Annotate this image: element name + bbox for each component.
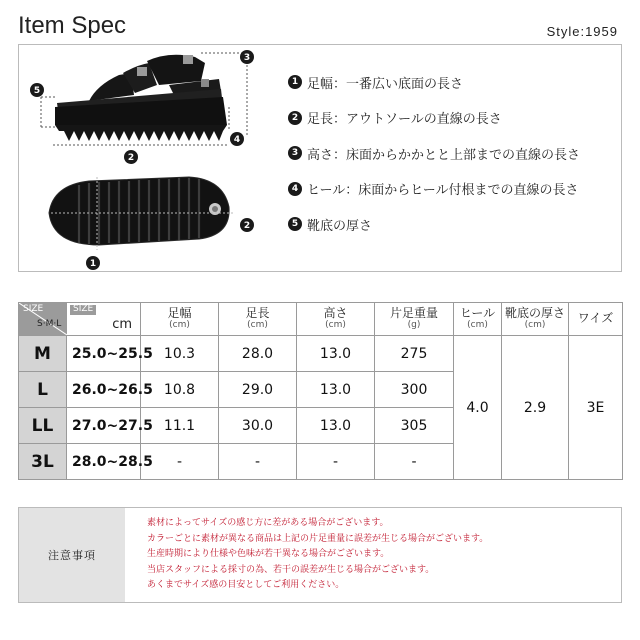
sandal-side-view xyxy=(41,53,247,145)
height-cell: 13.0 xyxy=(297,372,375,408)
notice-panel xyxy=(18,507,622,603)
header-foot-width: 足幅 (cm) xyxy=(141,303,219,336)
page-title: Item Spec xyxy=(18,12,127,39)
sole-thickness-cell: 2.9 xyxy=(502,336,569,480)
range-cell: 27.0~27.5 xyxy=(67,408,141,444)
notice-line: あくまでサイズ感の目安としてご利用ください。 xyxy=(147,580,345,590)
range-cell: 25.0~25.5 xyxy=(67,336,141,372)
corner-size-label: SIZE xyxy=(23,304,44,314)
legend-item xyxy=(288,145,580,161)
style-code: Style:1959 xyxy=(546,24,618,39)
legend-item xyxy=(288,216,580,232)
notice-line: 素材によってサイズの感じ方に差がある場合がございます。 xyxy=(147,518,389,528)
number-badge: 5 xyxy=(288,217,302,231)
marker-5: 5 xyxy=(33,86,41,96)
legend-item xyxy=(288,181,580,197)
legend-text: ヒール：床面からヒール付根までの直線の長さ xyxy=(307,183,579,198)
length-cell: 30.0 xyxy=(219,408,297,444)
width-cell: 11.1 xyxy=(141,408,219,444)
range-header-cell xyxy=(67,303,141,336)
legend-text: 靴底の厚さ xyxy=(307,218,373,234)
number-badge: 1 xyxy=(288,75,302,89)
length-cell: 29.0 xyxy=(219,372,297,408)
marker-1: 1 xyxy=(89,259,97,269)
notice-line: 当店スタッフによる採寸の為、若干の誤差が生じる場合がございます。 xyxy=(147,564,435,575)
width-cell: 10.8 xyxy=(141,372,219,408)
marker-2-sole: 2 xyxy=(243,221,251,231)
weight-cell: 305 xyxy=(375,408,454,444)
height-cell: - xyxy=(297,444,375,480)
length-cell: - xyxy=(219,444,297,480)
height-cell: 13.0 xyxy=(297,408,375,444)
number-badge: 4 xyxy=(288,182,302,196)
weight-cell: 275 xyxy=(375,336,454,372)
number-badge: 2 xyxy=(288,111,302,125)
range-size-label: SIZE xyxy=(70,305,96,315)
marker-3: 3 xyxy=(243,53,251,63)
marker-4: 4 xyxy=(233,135,241,145)
notice-line: カラーごとに素材が異なる商品は上記の片足重量に誤差が生じる場合がございます。 xyxy=(147,533,489,544)
corner-cell xyxy=(19,303,67,336)
header-height: 高さ (cm) xyxy=(297,303,375,336)
range-cell: 26.0~26.5 xyxy=(67,372,141,408)
legend-text: 足長：アウトソールの直線の長さ xyxy=(307,112,502,127)
number-badge: 3 xyxy=(288,146,302,160)
length-cell: 28.0 xyxy=(219,336,297,372)
header-heel: ヒール (cm) xyxy=(454,303,502,336)
sandal-sole-view xyxy=(49,177,235,250)
legend-item xyxy=(288,110,580,126)
header-sole-thickness: 靴底の厚さ (cm) xyxy=(502,303,569,336)
notice-label: 注意事項 xyxy=(19,508,125,602)
weight-cell: 300 xyxy=(375,372,454,408)
header-foot-length: 足長 (cm) xyxy=(219,303,297,336)
notice-line: 生産時期により仕様や色味が若干異なる場合がございます。 xyxy=(147,549,390,559)
table-row xyxy=(19,336,623,372)
width-cell: 10.3 xyxy=(141,336,219,372)
legend-item xyxy=(288,74,580,90)
marker-2-side: 2 xyxy=(127,153,135,163)
legend-text: 高さ：床面からかかとと上部までの直線の長さ xyxy=(307,147,581,163)
width-cell: - xyxy=(141,444,219,480)
header-weight: 片足重量 (g) xyxy=(375,303,454,336)
corner-sml-label: S·M·L xyxy=(37,319,62,329)
size-cell: M xyxy=(19,336,67,372)
range-unit-label: cm xyxy=(112,316,132,332)
header-wise: ワイズ xyxy=(569,303,623,336)
wise-cell: 3E xyxy=(569,336,623,480)
notice-body xyxy=(125,508,488,602)
size-cell: L xyxy=(19,372,67,408)
height-cell: 13.0 xyxy=(297,336,375,372)
measurement-legend xyxy=(288,74,580,252)
weight-cell: - xyxy=(375,444,454,480)
size-cell: LL xyxy=(19,408,67,444)
heel-cell: 4.0 xyxy=(454,336,502,480)
table-header-row xyxy=(19,303,623,336)
size-table xyxy=(18,302,623,480)
legend-text: 足幅：一番広い底面の長さ xyxy=(307,76,464,92)
size-cell: 3L xyxy=(19,444,67,480)
range-cell: 28.0~28.5 xyxy=(67,444,141,480)
